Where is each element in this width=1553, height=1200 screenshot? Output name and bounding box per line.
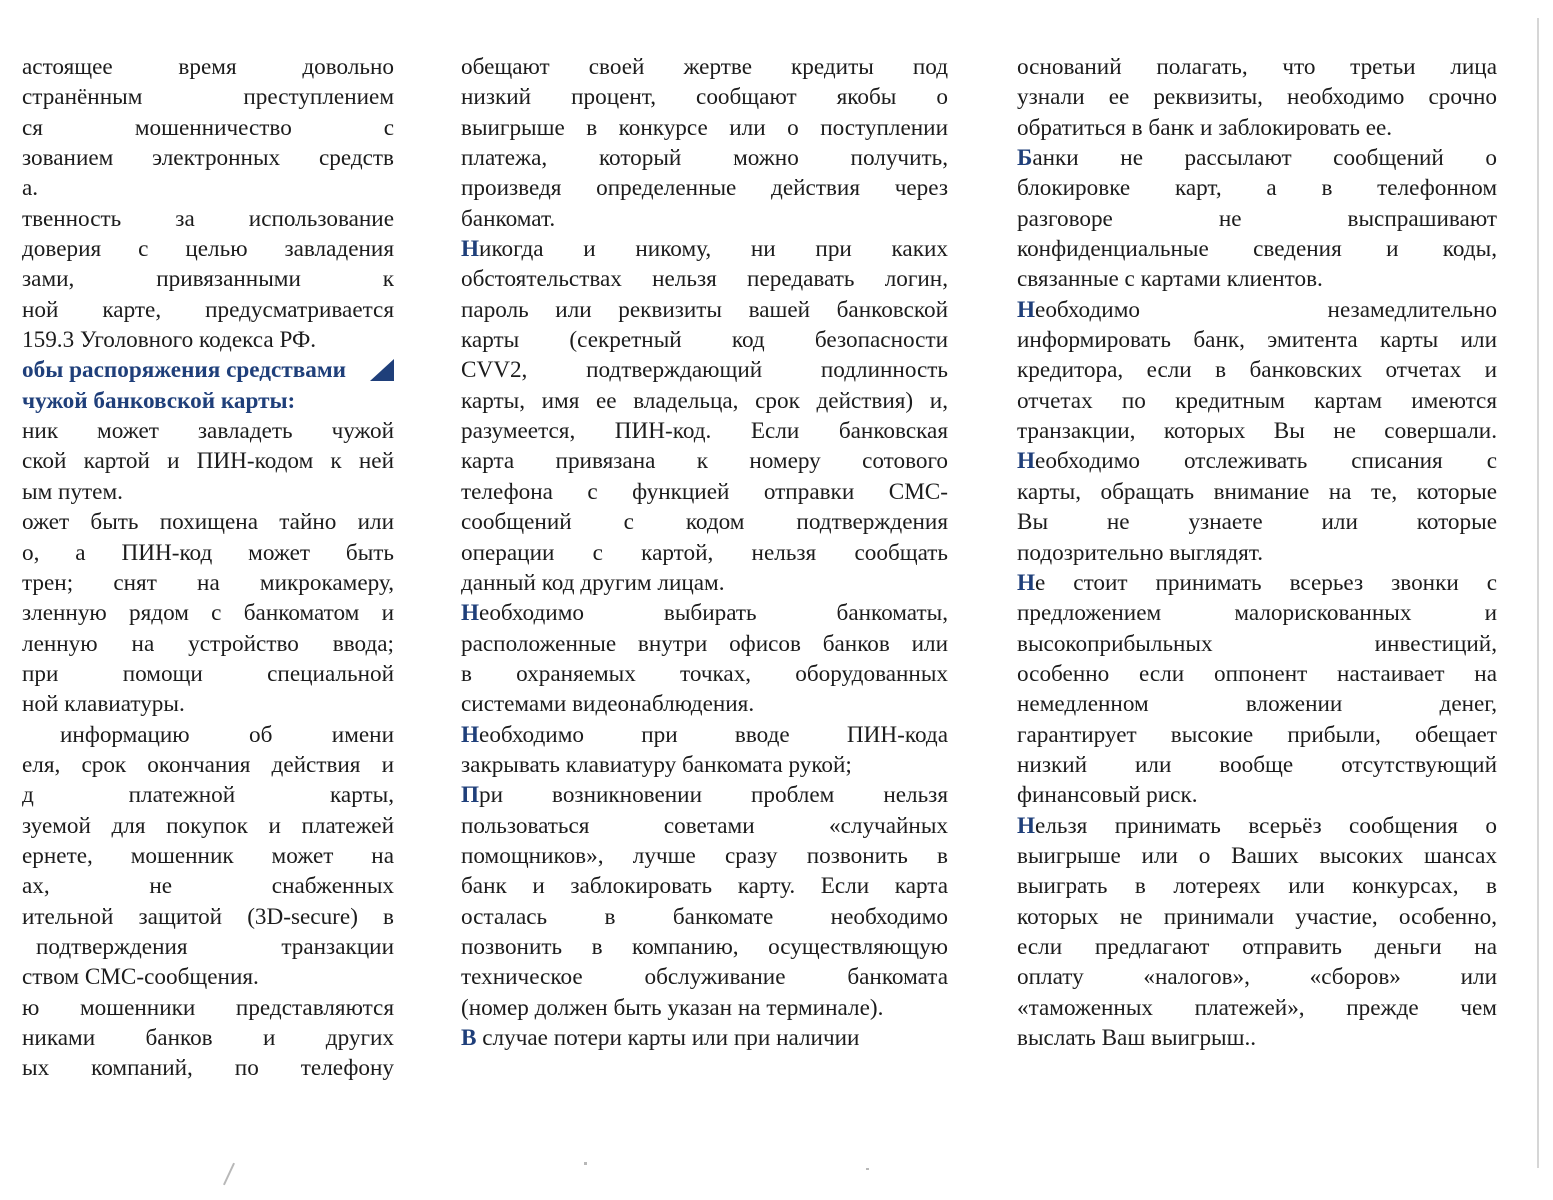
col3-para-start: Не стоит принимать всерьез звонки с [1017, 569, 1497, 596]
col1-line: ернете, мошенник может на [22, 842, 394, 869]
col2-line: банкомат. [461, 205, 556, 232]
col3-para-start: Банки не рассылают сообщений о [1017, 145, 1497, 172]
col1-line: ительной защитой (3D-secure) в [22, 903, 394, 930]
col1-line: трен; снят на микрокамеру, [22, 569, 394, 596]
col3-line: предложением малорискованных и [1017, 600, 1497, 627]
col1-line: зуемой для покупок и платежей [22, 812, 394, 839]
col3-line: обратиться в банк и заблокировать ее. [1017, 114, 1393, 141]
col3-line: отчетах по кредитным картам имеются [1017, 387, 1497, 414]
col1-line: странённым преступлением [22, 84, 394, 111]
col1-line: информацию об имени [60, 721, 394, 748]
col1-line: ах, не снабженных [22, 873, 394, 900]
col3-line: конфиденциальные сведения и коды, [1017, 236, 1497, 263]
scan-speck [223, 1163, 235, 1186]
col2-line: данный код другим лицам. [461, 569, 725, 596]
col3-line: выигрыше или о Ваших высоких шансах [1017, 842, 1497, 869]
col2-para-start: Никогда и никому, ни при каких [461, 236, 948, 263]
col1-line: доверия с целью завладения [22, 236, 394, 263]
col2-line: произведя определенные действия через [461, 175, 948, 202]
col1-line: твенность за использование [22, 205, 394, 232]
paragraph-initial: Н [1017, 448, 1036, 475]
col2-para-start: При возникновении проблем нельзя [461, 782, 948, 809]
col2-line: (номер должен быть указан на терминале). [461, 994, 884, 1021]
col1-line: подтверждения транзакции [36, 933, 394, 960]
scan-edge-divider [1537, 18, 1539, 1168]
col1-line: ожет быть похищена тайно или [22, 509, 394, 536]
text-column-1 [22, 52, 394, 1084]
col2-line: в охраняемых точках, оборудованных [461, 660, 948, 687]
col2-para-start: Необходимо выбирать банкоматы, [461, 600, 948, 627]
col1-line: ной карте, предусматривается [22, 296, 394, 323]
col2-para-start: В случае потери карты или при наличии [461, 1025, 860, 1051]
col2-line: разумеется, ПИН-код. Если банковская [461, 418, 948, 445]
col1-line: о, а ПИН-код может быть [22, 539, 394, 566]
col1-line: ник может завладеть чужой [22, 418, 394, 445]
col3-para-start: Необходимо отслеживать списания с [1017, 448, 1497, 475]
col2-line: выигрыше в конкурсе или о поступлении [461, 114, 948, 141]
col1-line: ленную на устройство ввода; [22, 630, 394, 657]
col2-line: обещают своей жертве кредиты под [461, 54, 948, 80]
col2-line: карты, имя ее владельца, срок действия) и, [461, 387, 948, 414]
paragraph-initial: Н [461, 600, 480, 627]
col3-line: выиграть в лотереях или конкурсах, в [1017, 873, 1497, 900]
col2-line: CVV2, подтверждающий подлинность [461, 357, 948, 384]
col3-line: карты, обращать внимание на те, которые [1017, 478, 1497, 505]
section-heading: обы распоряжения средствами [22, 357, 346, 384]
col1-line: зленную рядом с банкоматом и [22, 600, 394, 627]
col1-line: при помощи специальной [22, 660, 394, 687]
col1-line: ной клавиатуры. [22, 691, 185, 718]
col3-line: транзакции, которых Вы не совершали. [1017, 418, 1497, 445]
col3-line: разговоре не выспрашивают [1017, 205, 1497, 232]
col2-line: карта привязана к номеру сотового [461, 448, 948, 475]
col3-para-start: Нельзя принимать всерьёз сообщения о [1017, 812, 1497, 839]
col3-line: узнали ее реквизиты, необходимо срочно [1017, 84, 1497, 111]
scan-speck [866, 1168, 869, 1170]
paragraph-initial: Н [1017, 812, 1036, 839]
col2-line: сообщений с кодом подтверждения [461, 509, 948, 536]
paragraph-initial: Н [1017, 296, 1036, 323]
col3-line: особенно если оппонент настаивает на [1017, 660, 1497, 687]
col1-line: д платежной карты, [22, 782, 394, 809]
col1-line: зованием электронных средств [22, 145, 394, 172]
col3-line: низкий или вообще отсутствующий [1017, 751, 1497, 778]
section-heading: чужой банковской карты: [22, 387, 296, 414]
col3-line: высокоприбыльных инвестиций, [1017, 630, 1497, 657]
col2-line: низкий процент, сообщают якобы о [461, 84, 948, 111]
col1-line: ых компаний, по телефону [22, 1055, 394, 1082]
col2-line: закрывать клавиатуру банкомата рукой; [461, 751, 852, 778]
col3-line: блокировке карт, а в телефонном [1017, 175, 1497, 202]
paragraph-initial: Н [1017, 569, 1036, 596]
col3-line: информировать банк, эмитента карты или [1017, 327, 1497, 354]
paragraph-initial: В [461, 1025, 477, 1051]
paragraph-initial: Н [461, 236, 480, 263]
col1-line: ся мошенничество с [22, 114, 394, 141]
paragraph-initial: Б [1017, 145, 1033, 172]
col3-line: оснований полагать, что третьи лица [1017, 54, 1497, 80]
col2-line: расположенные внутри офисов банков или [461, 630, 948, 657]
col3-line: оплату «налогов», «сборов» или [1017, 964, 1497, 991]
col2-line: операции с картой, нельзя сообщать [461, 539, 948, 566]
col3-line: подозрительно выглядят. [1017, 539, 1264, 566]
col2-line: обстоятельствах нельзя передавать логин, [461, 266, 948, 293]
col1-line: зами, привязанными к [22, 266, 394, 293]
col3-line: финансовый риск. [1017, 782, 1198, 809]
col2-line: телефона с функцией отправки СМС- [461, 478, 948, 505]
col3-line: гарантирует высокие прибыли, обещает [1017, 721, 1497, 748]
col3-line: немедленном вложении денег, [1017, 691, 1497, 718]
col2-line: помощников», лучше сразу позвонить в [461, 842, 948, 869]
col1-line: никами банков и других [22, 1025, 394, 1051]
text-column-2 [461, 52, 948, 1053]
paragraph-initial: П [461, 782, 480, 809]
blue-triangle-marker-icon [370, 359, 394, 381]
col2-line: пользоваться советами «случайных [461, 812, 948, 839]
col2-line: банк и заблокировать карту. Если карта [461, 873, 948, 900]
col1-line: 159.3 Уголовного кодекса РФ. [22, 327, 317, 354]
col2-line: позвонить в компанию, осуществляющую [461, 933, 948, 960]
col2-para-start: Необходимо при вводе ПИН-кода [461, 721, 948, 748]
col3-line: если предлагают отправить деньги на [1017, 933, 1497, 960]
col2-line: карты (секретный код безопасности [461, 327, 948, 354]
col1-line: ю мошенники представляются [22, 994, 394, 1021]
col1-line: ством СМС-сообщения. [22, 964, 259, 991]
col2-line: платежа, который можно получить, [461, 145, 948, 172]
col3-line: кредитора, если в банковских отчетах и [1017, 357, 1497, 384]
col2-line: пароль или реквизиты вашей банковской [461, 296, 948, 323]
text-column-3 [1017, 52, 1497, 1053]
col2-line: осталась в банкомате необходимо [461, 903, 948, 930]
col1-line: ым путем. [22, 478, 123, 505]
col1-line: астоящее время довольно [22, 54, 394, 80]
col3-line: которых не принимали участие, особенно, [1017, 903, 1497, 930]
col3-line: Вы не узнаете или которые [1017, 509, 1497, 536]
col1-line: а. [22, 175, 39, 202]
scan-speck [584, 1162, 587, 1165]
col3-line: выслать Ваш выигрыш.. [1017, 1025, 1257, 1051]
col3-line: связанные с картами клиентов. [1017, 266, 1323, 293]
col1-line: еля, срок окончания действия и [22, 751, 394, 778]
col2-line: техническое обслуживание банкомата [461, 964, 948, 991]
paragraph-initial: Н [461, 721, 480, 748]
col2-line: системами видеонаблюдения. [461, 691, 755, 718]
col3-para-start: Необходимо незамедлительно [1017, 296, 1497, 323]
col1-line: ской картой и ПИН-кодом к ней [22, 448, 394, 475]
col3-line: «таможенных платежей», прежде чем [1017, 994, 1497, 1021]
